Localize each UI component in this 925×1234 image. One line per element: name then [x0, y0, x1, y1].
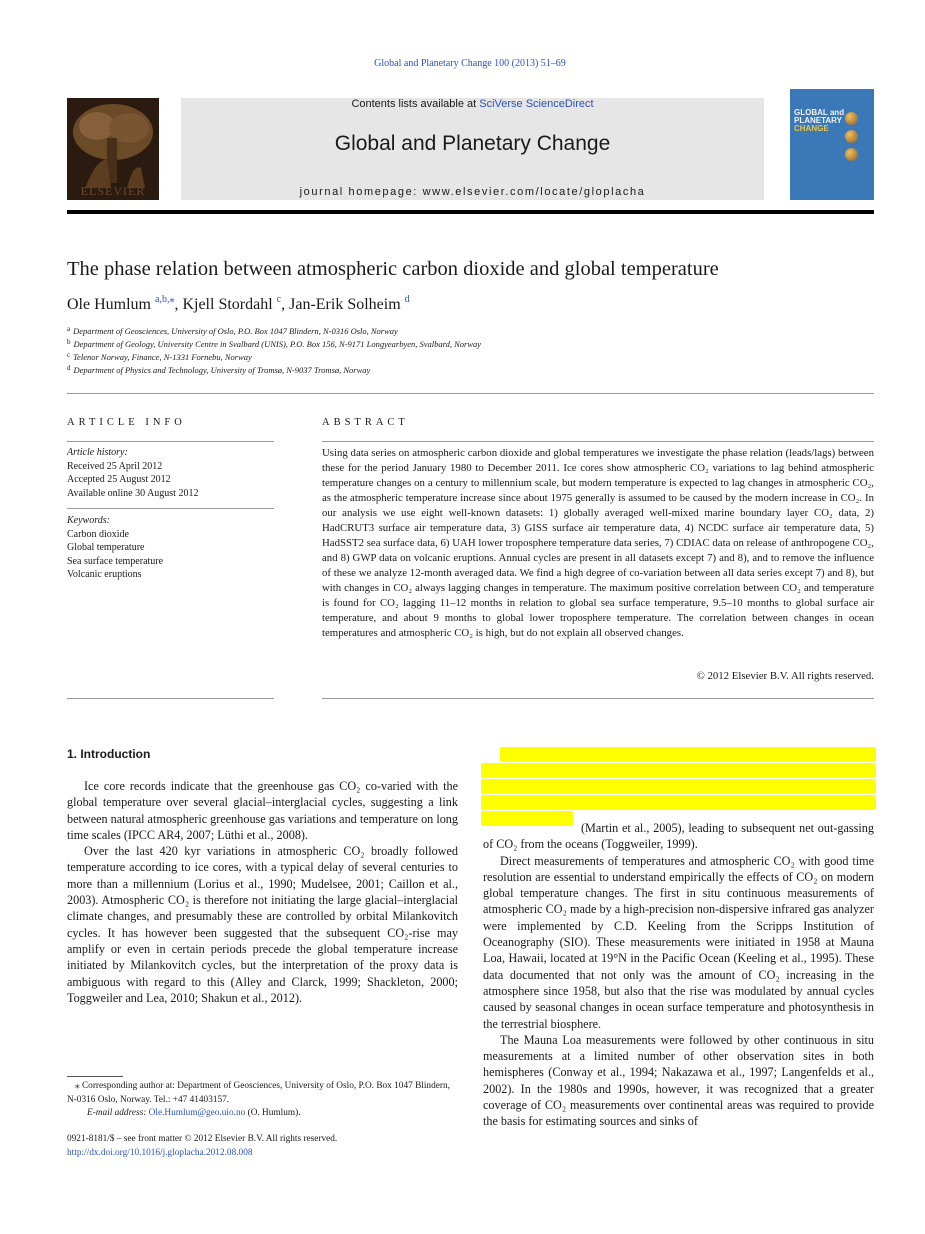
- paragraph: Ice core records indicate that the greenhouse gas CO₂ co-varied with the global temperature over several glacial–interglacial cycles, suggesting a link between natural atmospheric greenhouse gas variations and temperature on long time scales (IPCC AR4, 2007; Lüthi et al., 2008).: [67, 779, 458, 842]
- keyword: Sea surface temperature: [67, 555, 164, 567]
- globe-icon: [845, 112, 858, 125]
- doi-link[interactable]: http://dx.doi.org/10.1016/j.gloplacha.2012.08.008: [67, 1147, 253, 1158]
- author-list: Ole Humlum $^{a,b,⁎}$, Kjell Stordahl $^c$, Jan-Erik Solheim $^d$: [67, 294, 410, 313]
- issn-block: [67, 1133, 337, 1160]
- abstract-heading: ABSTRACT: [322, 417, 409, 428]
- author-marks[interactable]: d: [404, 294, 410, 305]
- text-highlight: [481, 795, 876, 810]
- history-item: Available online 30 August 2012: [67, 487, 199, 499]
- affiliation: [67, 365, 370, 375]
- article-info-heading: ARTICLE INFO: [67, 417, 186, 428]
- journal-cover: [790, 89, 874, 200]
- author-name: Kjell Stordahl: [182, 296, 273, 313]
- sciencedirect-link[interactable]: SciVerse ScienceDirect: [479, 98, 594, 110]
- cover-title-line: PLANETARY: [794, 116, 842, 125]
- history-label: Article history:: [67, 447, 128, 458]
- affiliation-text: Telenor Norway, Finance, N-1331 Fornebu, Norway: [73, 352, 252, 362]
- affiliation: [67, 326, 398, 336]
- author-name: Ole Humlum: [67, 296, 151, 313]
- cover-title-line: GLOBAL and: [794, 108, 845, 117]
- affiliation: [67, 352, 252, 362]
- affiliation-text: Department of Geology, University Centre in Svalbard (UNIS), P.O. Box 156, N-9171 Longyearbyen, Svalbard, Norway: [73, 339, 482, 349]
- issn-line: 0921-8181/$ – see front matter © 2012 Elsevier B.V. All rights reserved.: [67, 1134, 338, 1144]
- affiliation: [67, 339, 481, 349]
- text-highlight: [500, 747, 876, 762]
- email-label: E-mail address:: [87, 1108, 147, 1118]
- article-history: [67, 446, 198, 500]
- paragraph: (Martin et al., 2005), leading to subsequent net out-gassing of CO₂ from the oceans (Toggweiler, 1999).: [483, 821, 874, 852]
- abstract-text: Using data series on atmospheric carbon dioxide and global temperatures we investigate the phase relation (leads/lags) between these for the period January 1980 to December 2011. Ice cores show atmospheric CO₂ variations to lag behind atmospheric temperature changes on a century to millennium scale, but modern temperature is expected to lag changes in atmospheric CO₂, as the atmospheric temperature increase since about 1975 generally is assumed to be caused by the modern increase in CO₂. In our analysis we use eight well-known datasets: 1) globally averaged well-mixed marine boundary layer CO₂ data, 2) HadCRUT3 surface air temperature data, 3) GISS surface air temperature data, 4) NCDC surface air temperature data, 5) HadSST2 sea surface data, 6) UAH lower troposphere temperature data series, 7) CDIAC data on release of anthropogene CO₂, and 8) GWP data on volcanic eruptions. Annual cycles are present in all datasets except 7) and 8), and to remove the influence of these we analyze 12-month averaged data. We find a high degree of co-variation between all data series except 7) and 8), but with changes in CO₂ always lagging changes in temperature. The maximum positive correlation between CO₂ and temperature is found for CO₂ lagging 11–12 months in relation to global sea surface temperature, 9.5–10 months to global surface air temperature, and about 9 months to global lower troposphere temperature. The correlation between changes in ocean temperatures and atmospheric CO₂ is high, but do not explain all observed changes.: [322, 447, 874, 639]
- abstract-rule: [322, 698, 874, 699]
- globe-icon: [845, 148, 858, 161]
- paragraph: Over the last 420 kyr variations in atmospheric CO₂ broadly followed temperature according to ice cores, with a typical delay of several centuries to more than a millennium (Lorius et al., 1990; Mudelsee, 2001; Caillon et al., 2003). Atmospheric CO₂ is therefore not initiating the large glacial–interglacial climate changes, and presumably these are controlled by orbital Milankovitch cycles. It has however been suggested that the subsequent CO₂-rise may amplify or even in certain periods precede the global temperature increase initiated by Milankovitch cycles, but the interpretation of the proxy data is ambiguous with regard to this (Alley and Clarck, 1999; Shackleton, 2000; Toggweiler and Lea, 2010; Shakun et al., 2012).: [67, 844, 458, 1005]
- history-item: Received 25 April 2012: [67, 460, 163, 472]
- abstract-rule: [322, 441, 874, 442]
- corresponding-author: Corresponding author at: Department of Geosciences, University of Oslo, P.O. Box 1047 Blindern, N-0316 Oslo, Norway. Tel.: +47 41403157.: [67, 1081, 450, 1105]
- author-name: Jan-Erik Solheim: [289, 296, 401, 313]
- elsevier-wordmark: ELSEVIER: [80, 184, 146, 198]
- contents-line: [181, 98, 764, 110]
- text-highlight: [481, 779, 876, 794]
- email-link[interactable]: Ole.Humlum@geo.uio.no: [148, 1108, 246, 1118]
- article-title: The phase relation between atmospheric carbon dioxide and global temperature: [67, 258, 719, 280]
- affiliation-mark: d: [67, 364, 71, 372]
- keyword: Global temperature: [67, 542, 145, 553]
- keywords-label: Keywords:: [67, 515, 110, 526]
- info-rule: [67, 508, 274, 509]
- body-column-left: [67, 778, 458, 1006]
- body-column-right: [483, 820, 874, 1130]
- cover-title-line: CHANGE: [794, 124, 829, 133]
- keyword: Volcanic eruptions: [67, 569, 142, 580]
- history-item: Accepted 25 August 2012: [67, 474, 171, 485]
- affiliation-mark: b: [67, 338, 71, 346]
- info-rule: [67, 698, 274, 699]
- author-marks[interactable]: a,b,⁎: [155, 294, 175, 305]
- keyword: Carbon dioxide: [67, 528, 129, 540]
- author-marks[interactable]: c: [276, 294, 282, 305]
- affiliation-text: Department of Physics and Technology, University of Tromsø, N-9037 Tromsø, Norway: [73, 365, 371, 375]
- keywords: [67, 514, 163, 582]
- header-rule: [67, 210, 874, 214]
- cover-title: [794, 109, 844, 133]
- title-rule: [67, 393, 874, 394]
- contents-prefix: Contents lists available at: [351, 98, 480, 110]
- affiliation-mark: a: [67, 325, 71, 333]
- paragraph: The Mauna Loa measurements were followed by other continuous in situ measurements at a limited number of other observation sites in both hemispheres (Conway et al., 1994; Nakazawa et al., 1997; Langenfelds et al., 2002). In the 1980s and 1990s, however, it was recognized that a greater coverage of CO₂ measurements over continental areas was required to provide the basis for estimating sources and sinks of: [483, 1032, 874, 1129]
- journal-citation[interactable]: Global and Planetary Change 100 (2013) 51–69: [374, 58, 566, 69]
- info-rule: [67, 441, 274, 442]
- copyright-line: © 2012 Elsevier B.V. All rights reserved.: [696, 670, 874, 682]
- text-highlight: [481, 763, 876, 778]
- footnote-star-icon: ⁎: [75, 1081, 82, 1091]
- paragraph: Direct measurements of temperatures and atmospheric CO₂ with good time resolution are essential to understand empirically the effects of CO₂ on modern global temperature changes. The first in situ continuous measurements of atmospheric CO₂ made by a high-precision non-dispersive infrared gas analyzer were implemented by C.D. Keeling from the Scripps Institution of Oceanography (SIO). These measurements were initiated in 1958 at Mauna Loa, Hawaii, located at 19°N in the Pacific Ocean (Keeling et al., 1995). These data documented that not only was the amount of CO₂ increasing in the atmosphere since 1958, but also that the rise was modulated by annual cycles caused by seasonal changes in ocean surface temperature and photosynthesis in the terrestrial biosphere.: [483, 853, 874, 1031]
- journal-homepage[interactable]: journal homepage: www.elsevier.com/locate/gloplacha: [299, 186, 646, 198]
- footnote: [67, 1080, 458, 1121]
- section-heading: 1. Introduction: [67, 747, 151, 761]
- journal-title: Global and Planetary Change: [334, 132, 611, 155]
- elsevier-logo: [67, 98, 159, 200]
- affiliation-text: Department of Geosciences, University of Oslo, P.O. Box 1047 Blindern, N-0316 Oslo, Norway: [73, 326, 398, 336]
- footnote-rule: [67, 1076, 123, 1077]
- email-suffix: (O. Humlum).: [247, 1108, 301, 1118]
- globe-icon: [845, 130, 858, 143]
- affiliation-mark: c: [67, 351, 71, 359]
